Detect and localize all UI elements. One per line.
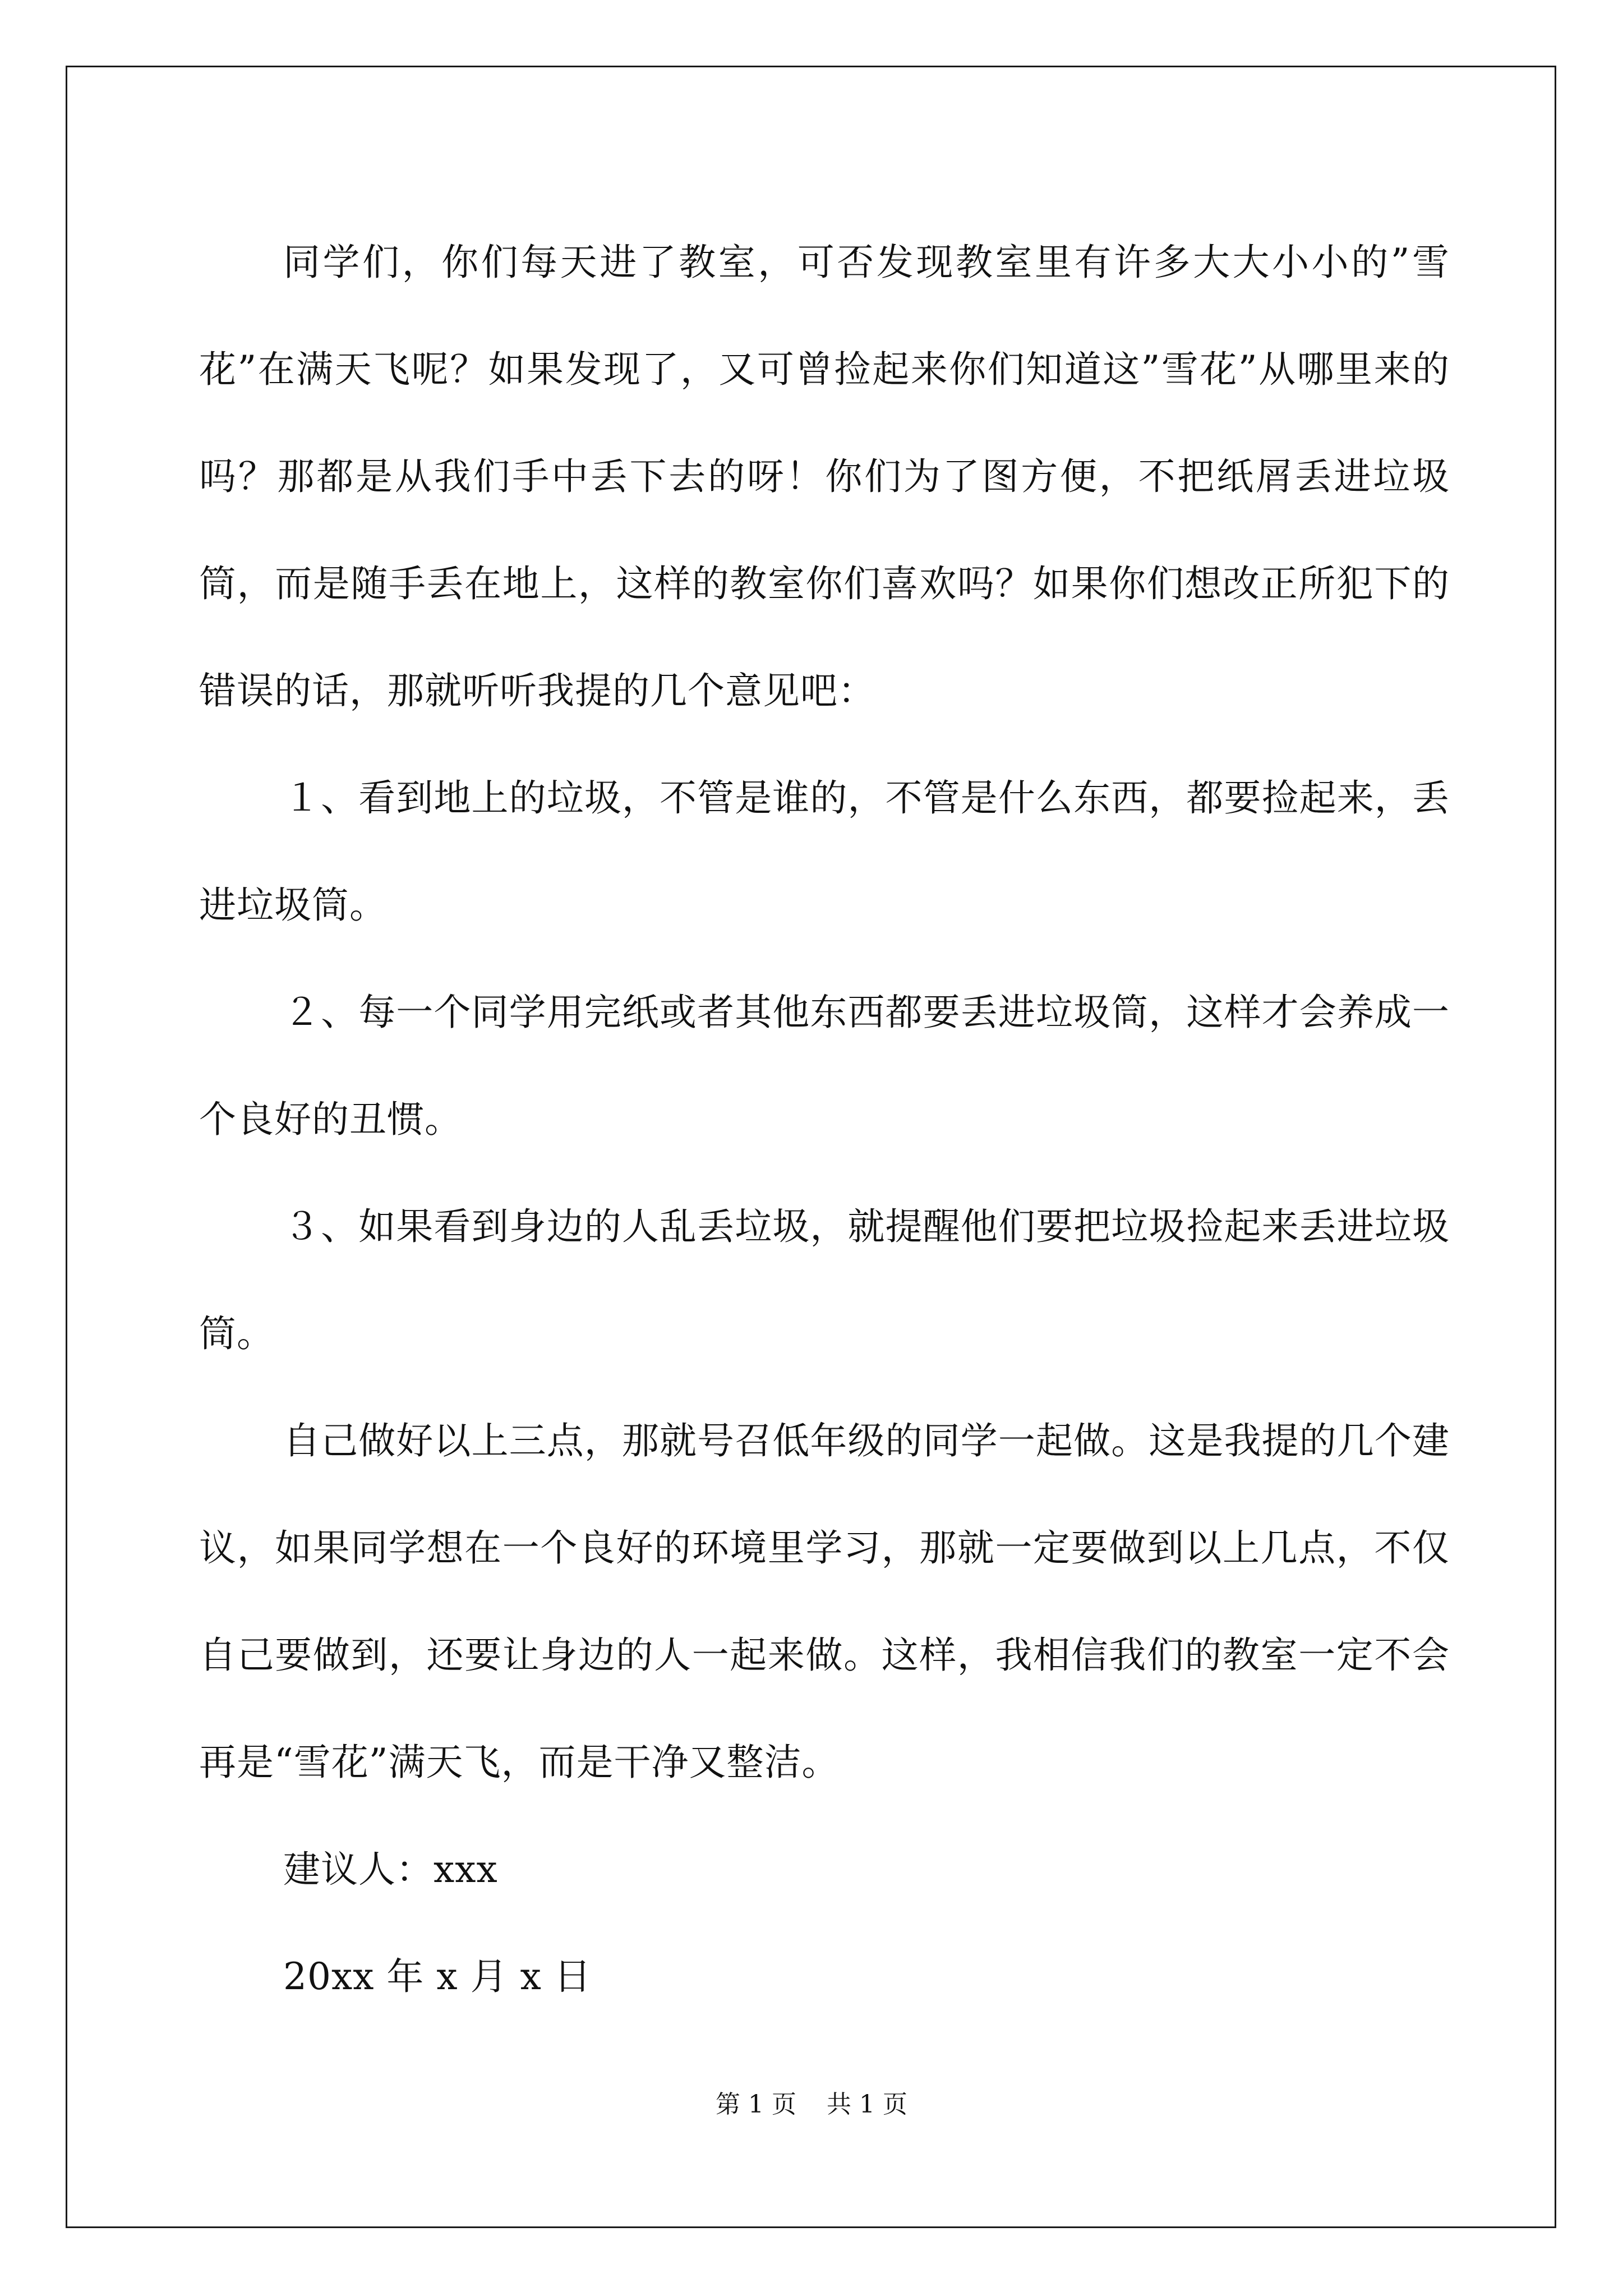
page-footer: [0, 2088, 1623, 2122]
date-line: 20xx 年 x 月 x 日: [283, 1955, 592, 1998]
paragraph-suggestion-1: １、看到地上的垃圾，不管是谁的，不管是什么东西，都要捡起来，丢进垃圾筒。: [199, 776, 1450, 927]
signature-line: 建议人：xxx: [283, 1848, 498, 1891]
document-body: [199, 209, 1450, 2030]
paragraph-conclusion: 自己做好以上三点，那就号召低年级的同学一起做。这是我提的几个建议，如果同学想在一个良好的环境里学习，那就一定要做到以上几点，不仅自己要做到，还要让身边的人一起来做。这样，我相信我们的教室一定不会再是“雪花”满天飞，而是干净又整洁。: [199, 1419, 1450, 1784]
paragraph-suggestion-3: ３、如果看到身边的人乱丢垃圾，就提醒他们要把垃圾捡起来丢进垃圾筒。: [199, 1205, 1450, 1355]
page-number-current: 第 1 页: [716, 2090, 796, 2119]
paragraph-suggestion-2: ２、每一个同学用完纸或者其他东西都要丢进垃圾筒，这样才会养成一个良好的丑惯。: [199, 991, 1450, 1141]
paragraph-intro: 同学们，你们每天进了教室，可否发现教室里有许多大大小小的”雪花”在满天飞呢？如果发现了，又可曾捡起来你们知道这”雪花”从哪里来的吗？那都是从我们手中丢下去的呀！你们为了图方便，不把纸屑丢进垃圾筒，而是随手丢在地上，这样的教室你们喜欢吗？如果你们想改正所犯下的错误的话，那就听听我提的几个意见吧：: [199, 241, 1450, 712]
page-number-total: 共 1 页: [827, 2090, 907, 2119]
